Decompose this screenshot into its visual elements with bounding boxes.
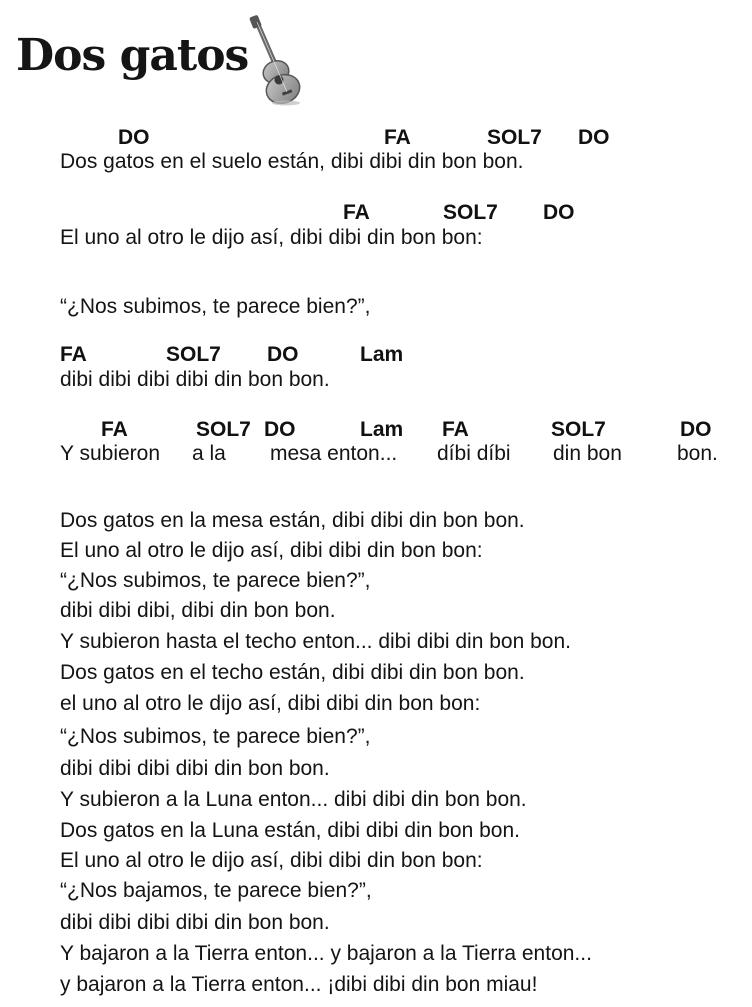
- lyric-line: Dos gatos en el suelo están, dibi dibi din bon bon.: [60, 150, 524, 173]
- chord: SOL7: [551, 418, 606, 441]
- chord: Lam: [360, 418, 404, 441]
- chord: DO: [543, 201, 575, 224]
- verse-line: El uno al otro le dijo así, dibi dibi din bon bon:: [60, 539, 483, 562]
- chord: FA: [343, 201, 370, 224]
- lyric-part: díbi díbi: [437, 442, 511, 465]
- verse-line: El uno al otro le dijo así, dibi dibi din bon bon:: [60, 849, 483, 872]
- chord: DO: [264, 418, 296, 441]
- lyric-line: “¿Nos subimos, te parece bien?”,: [60, 295, 371, 318]
- lyric-part: din bon: [553, 442, 622, 465]
- lyric-part: a la: [192, 442, 226, 465]
- chord: FA: [384, 126, 411, 149]
- chord: FA: [60, 343, 87, 366]
- verse-line: Dos gatos en la mesa están, dibi dibi din bon bon.: [60, 509, 525, 532]
- chord: SOL7: [196, 418, 251, 441]
- verse-line: Y subieron hasta el techo enton... dibi dibi din bon bon.: [60, 630, 571, 653]
- verse-line: el uno al otro le dijo así, dibi dibi din bon bon:: [60, 692, 481, 715]
- verse-line: dibi dibi dibi, dibi din bon bon.: [60, 599, 336, 622]
- chord: DO: [680, 418, 712, 441]
- verse-line: “¿Nos bajamos, te parece bien?”,: [60, 879, 372, 902]
- chord: FA: [442, 418, 469, 441]
- chord: DO: [118, 126, 150, 149]
- chord: DO: [267, 343, 299, 366]
- verse-line: Y subieron a la Luna enton... dibi dibi din bon bon.: [60, 788, 527, 811]
- verse-line: Dos gatos en el techo están, dibi dibi din bon bon.: [60, 661, 525, 684]
- chord: SOL7: [166, 343, 221, 366]
- lyric-line: dibi dibi dibi dibi din bon bon.: [60, 368, 330, 391]
- chord: SOL7: [443, 201, 498, 224]
- lyric-part: bon.: [677, 442, 718, 465]
- chord: DO: [578, 126, 610, 149]
- verse-line: y bajaron a la Tierra enton... ¡dibi dibi din bon miau!: [60, 973, 538, 996]
- verse-line: Y bajaron a la Tierra enton... y bajaron a la Tierra enton...: [60, 942, 592, 965]
- guitar-icon: [242, 14, 302, 106]
- lyric-part: Y subieron: [60, 442, 161, 465]
- chord: FA: [101, 418, 128, 441]
- lyric-part: mesa enton...: [270, 442, 398, 465]
- verse-line: Dos gatos en la Luna están, dibi dibi din bon bon.: [60, 819, 521, 842]
- chord: Lam: [360, 343, 404, 366]
- chord: SOL7: [487, 126, 542, 149]
- verse-line: “¿Nos subimos, te parece bien?”,: [60, 569, 371, 592]
- verse-line: dibi dibi dibi dibi din bon bon.: [60, 911, 330, 934]
- page-title: Dos gatos: [16, 30, 249, 81]
- lyric-line: El uno al otro le dijo así, dibi dibi din bon bon:: [60, 226, 483, 249]
- verse-line: dibi dibi dibi dibi din bon bon.: [60, 757, 330, 780]
- verse-line: “¿Nos subimos, te parece bien?”,: [60, 725, 371, 748]
